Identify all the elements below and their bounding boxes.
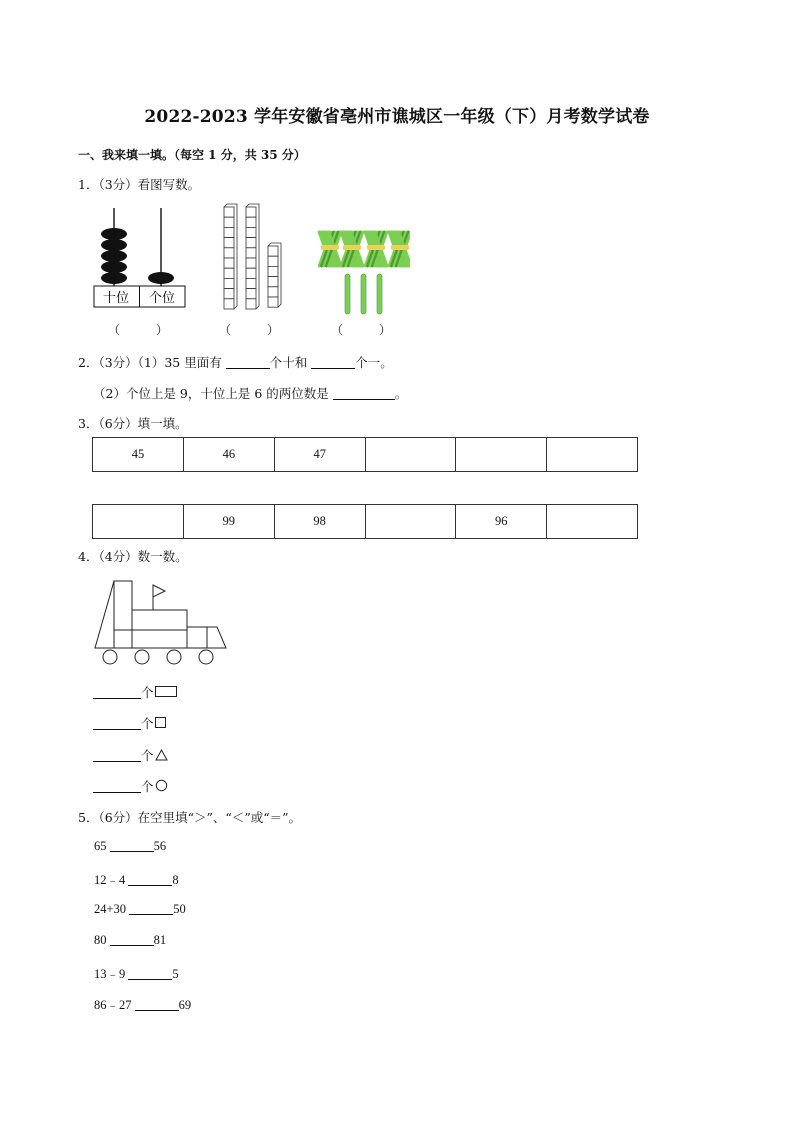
- unit-cube: [224, 238, 234, 248]
- abacus-tens-label: 十位: [102, 291, 130, 306]
- train-shape-figure: [90, 576, 230, 668]
- unit-cube: [224, 289, 234, 299]
- bundle-band: [367, 245, 385, 250]
- unit-cube: [246, 258, 256, 268]
- stick-bundles-figure: [319, 232, 410, 314]
- circle-icon: [155, 779, 168, 792]
- table-cell[interactable]: [93, 505, 184, 539]
- unit-cube: [224, 248, 234, 258]
- question-2-line-1: 2．（3分）（1）35 里面有 个十和 个一。: [78, 355, 393, 370]
- compare-item: 24+30 50: [94, 902, 186, 916]
- page-title: 2022-2023 学年安徽省亳州市谯城区一年级（下）月考数学试卷: [144, 107, 650, 127]
- question-1-text: 1．（3分）看图写数。: [78, 177, 201, 192]
- answer-blank[interactable]: [128, 967, 172, 980]
- compare-item: 80 81: [94, 933, 167, 947]
- count-triangle-line: 个: [93, 746, 168, 764]
- answer-blank[interactable]: [93, 717, 141, 730]
- count-rectangle-line: 个: [93, 683, 177, 701]
- bundle-band: [391, 245, 409, 250]
- table-cell[interactable]: [547, 505, 638, 539]
- table-cell[interactable]: 98: [274, 505, 365, 539]
- unit-cube: [246, 289, 256, 299]
- bundle-band: [343, 245, 361, 250]
- single-stick: [361, 274, 366, 314]
- answer-blank[interactable]: [129, 902, 173, 915]
- compare-item: 65 56: [94, 839, 167, 853]
- question-5-text: 5．（6分）在空里填“＞”、“＜”或“＝”。: [78, 810, 301, 825]
- answer-blank[interactable]: [135, 998, 179, 1011]
- unit-cube: [224, 299, 234, 309]
- tens-rods-figure: [224, 204, 281, 309]
- compare-item: 86﹣27 69: [94, 998, 192, 1012]
- unit-cube: [246, 278, 256, 288]
- table-cell[interactable]: 47: [274, 438, 365, 472]
- unit-cube: [224, 227, 234, 237]
- unit-cube: [224, 278, 234, 288]
- answer-blank[interactable]: [333, 387, 395, 400]
- question-2-line-2: （2）个位上是 9，十位上是 6 的两位数是 。: [93, 386, 408, 401]
- number-table-2: [92, 504, 638, 539]
- unit-cube: [268, 277, 278, 287]
- unit-cube: [246, 207, 256, 217]
- answer-blank[interactable]: [226, 356, 270, 369]
- answer-blank[interactable]: [93, 749, 141, 762]
- section-heading: 一、我来填一填。（每空 1 分，共 35 分）: [78, 148, 306, 162]
- single-stick: [377, 274, 382, 314]
- table-cell[interactable]: 46: [183, 438, 274, 472]
- unit-cube: [268, 266, 278, 276]
- count-square-line: 个: [93, 714, 166, 732]
- table-cell[interactable]: 96: [456, 505, 547, 539]
- abacus-ones-label: 个位: [148, 291, 176, 306]
- unit-cube: [224, 268, 234, 278]
- count-circle-line: 个: [93, 777, 168, 795]
- unit-cube: [268, 256, 278, 266]
- answer-paren-1[interactable]: （ ）: [108, 323, 169, 337]
- answer-blank[interactable]: [110, 839, 154, 852]
- unit-cube: [246, 217, 256, 227]
- number-table-1: [92, 437, 638, 472]
- answer-paren-2[interactable]: （ ）: [219, 323, 280, 337]
- table-cell[interactable]: [365, 505, 456, 539]
- unit-cube: [224, 217, 234, 227]
- unit-cube: [268, 297, 278, 307]
- question-4-text: 4．（4分）数一数。: [78, 549, 188, 564]
- square-icon: [155, 717, 166, 728]
- answer-blank[interactable]: [128, 873, 172, 886]
- abacus-figure: [94, 208, 185, 307]
- table-cell[interactable]: [547, 438, 638, 472]
- unit-cube: [246, 227, 256, 237]
- answer-paren-3[interactable]: （ ）: [331, 323, 392, 337]
- compare-item: 12﹣4 8: [94, 873, 179, 887]
- unit-cube: [224, 258, 234, 268]
- unit-cube: [224, 207, 234, 217]
- answer-blank[interactable]: [93, 686, 141, 699]
- single-stick: [345, 274, 350, 314]
- answer-blank[interactable]: [311, 356, 355, 369]
- rectangle-icon: [155, 686, 177, 697]
- unit-cube: [246, 268, 256, 278]
- table-cell[interactable]: 99: [183, 505, 274, 539]
- answer-blank[interactable]: [110, 933, 154, 946]
- unit-cube: [246, 299, 256, 309]
- table-cell[interactable]: [365, 438, 456, 472]
- unit-cube: [268, 287, 278, 297]
- table-cell[interactable]: 45: [93, 438, 184, 472]
- question-3-text: 3．（6分）填一填。: [78, 416, 188, 431]
- table-cell[interactable]: [456, 438, 547, 472]
- unit-cube: [268, 246, 278, 256]
- compare-item: 13﹣9 5: [94, 967, 179, 981]
- unit-cube: [246, 238, 256, 248]
- answer-blank[interactable]: [93, 780, 141, 793]
- unit-cube: [246, 248, 256, 258]
- question-1-figures: [90, 200, 410, 315]
- bundle-band: [321, 245, 339, 250]
- triangle-icon: [155, 749, 168, 761]
